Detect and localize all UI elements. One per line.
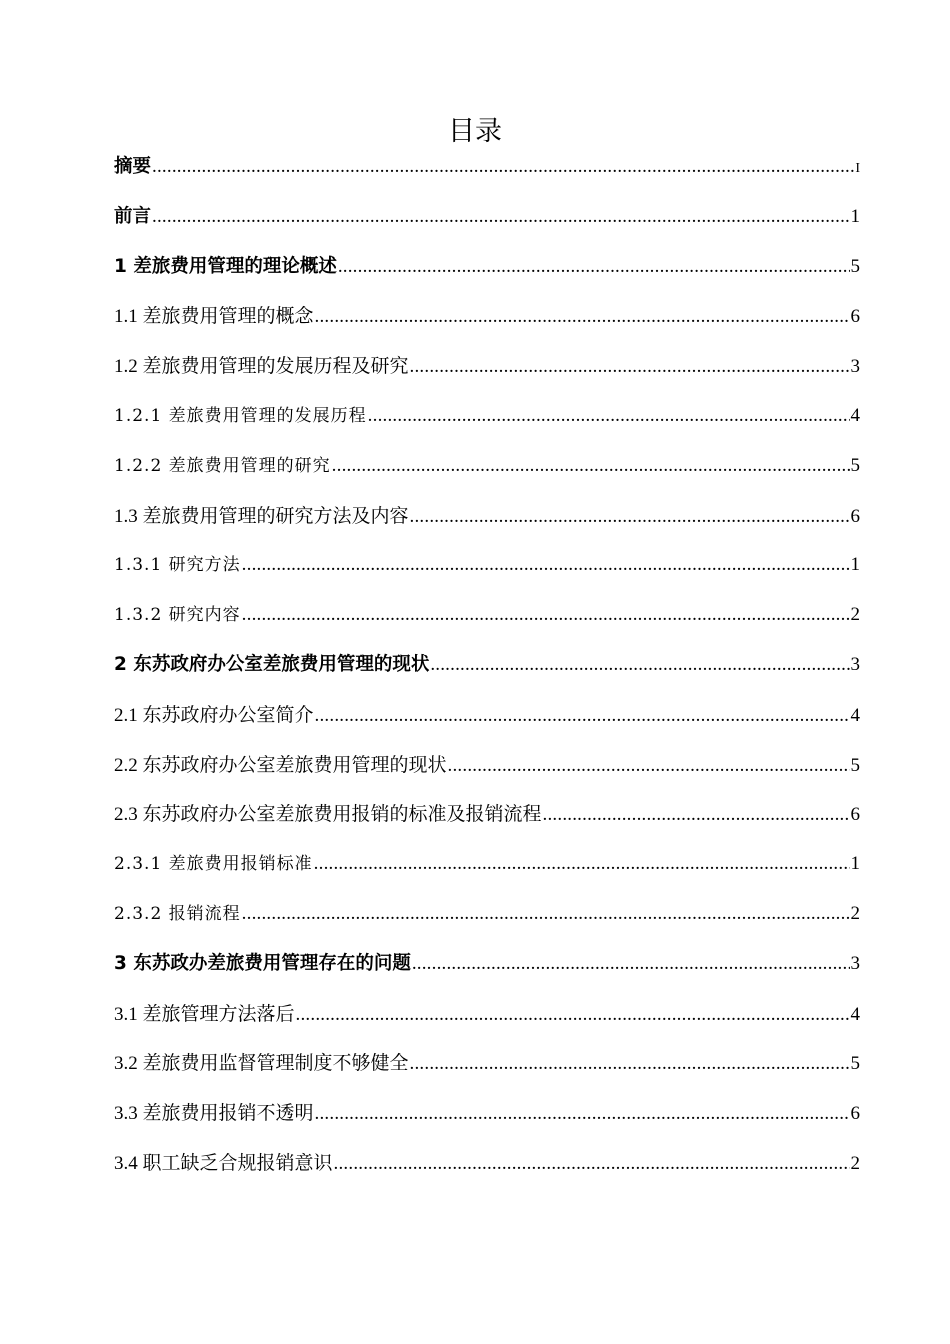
toc-entry[interactable] <box>114 501 860 551</box>
toc-leader-dots <box>412 953 850 975</box>
toc-entry[interactable] <box>114 301 860 351</box>
toc-page-number: 4 <box>850 404 860 426</box>
toc-leader-dots <box>332 455 850 477</box>
toc-entry-label: 1.1 差旅费用管理的概念 <box>114 306 314 328</box>
toc-page-number: 4 <box>850 1003 860 1025</box>
toc-leader-dots <box>368 405 850 427</box>
toc-entry[interactable] <box>114 650 860 700</box>
toc-leader-dots <box>410 506 850 528</box>
toc-leader-dots <box>152 206 849 228</box>
toc-entry-label: 摘要 <box>114 156 152 177</box>
toc-entry[interactable] <box>114 999 860 1049</box>
toc-page-number: 1 <box>850 205 860 227</box>
toc-entry-label: 1.3.1 研究方法 <box>114 555 241 576</box>
toc-entry[interactable] <box>114 899 860 949</box>
toc-entry[interactable] <box>114 401 860 451</box>
toc-entry-label: 3.3 差旅费用报销不透明 <box>114 1103 314 1125</box>
toc-entry[interactable] <box>114 949 860 999</box>
toc-leader-dots <box>430 654 849 676</box>
toc-leader-dots <box>410 356 850 378</box>
toc-entry-label: 3.4 职工缺乏合规报销意识 <box>114 1152 333 1174</box>
toc-leader-dots <box>410 1053 850 1075</box>
toc-leader-dots <box>296 1004 850 1026</box>
toc-page-number: 2 <box>850 604 860 626</box>
toc-leader-dots <box>152 156 854 178</box>
toc-leader-dots <box>242 903 850 925</box>
toc-entry[interactable] <box>114 451 860 501</box>
toc-page-number: 1 <box>850 554 860 576</box>
toc-leader-dots <box>314 853 850 875</box>
toc-leader-dots <box>315 306 850 328</box>
toc-page-number: 5 <box>850 255 860 277</box>
toc-entry-label: 2.3 东苏政府办公室差旅费用报销的标准及报销流程 <box>114 804 542 826</box>
toc-page-number: 3 <box>850 653 860 675</box>
toc-entry[interactable] <box>114 849 860 899</box>
toc-entry[interactable] <box>114 1098 860 1148</box>
toc-entry-label: 前言 <box>114 205 152 227</box>
toc-page-number: 4 <box>850 704 860 726</box>
toc-entry-label: 1.2 差旅费用管理的发展历程及研究 <box>114 356 409 378</box>
toc-page-number: 6 <box>850 804 860 826</box>
table-of-contents <box>114 152 860 1198</box>
toc-leader-dots <box>338 256 850 278</box>
toc-entry-label: 1.2.1 差旅费用管理的发展历程 <box>114 405 367 426</box>
toc-entry[interactable] <box>114 550 860 600</box>
toc-entry[interactable] <box>114 1048 860 1098</box>
toc-page-number: I <box>855 161 860 176</box>
toc-leader-dots <box>242 554 850 576</box>
toc-entry-label: 2.2 东苏政府办公室差旅费用管理的现状 <box>114 754 447 776</box>
toc-page-number: 2 <box>850 1152 860 1174</box>
toc-entry-label: 2.3.1 差旅费用报销标准 <box>114 854 313 875</box>
toc-entry[interactable] <box>114 750 860 800</box>
toc-entry-label: 1 差旅费用管理的理论概述 <box>114 255 337 277</box>
toc-entry-label: 2.1 东苏政府办公室简介 <box>114 704 314 726</box>
toc-page-number: 3 <box>850 952 860 974</box>
toc-entry[interactable] <box>114 600 860 650</box>
toc-entry-label: 3 东苏政办差旅费用管理存在的问题 <box>114 952 411 974</box>
toc-leader-dots <box>543 804 850 826</box>
toc-leader-dots <box>242 604 850 626</box>
toc-leader-dots <box>315 1103 850 1125</box>
toc-page-number: 6 <box>850 1103 860 1125</box>
toc-entry-label: 2 东苏政府办公室差旅费用管理的现状 <box>114 653 430 675</box>
toc-entry[interactable] <box>114 351 860 401</box>
toc-entry-label: 2.3.2 报销流程 <box>114 903 241 924</box>
toc-page-number: 1 <box>850 853 860 875</box>
toc-page-number: 5 <box>850 454 860 476</box>
toc-entry[interactable] <box>114 799 860 849</box>
toc-title: 目录 <box>448 116 502 147</box>
toc-page-number: 6 <box>850 505 860 527</box>
toc-entry[interactable] <box>114 202 860 252</box>
toc-entry-label: 1.2.2 差旅费用管理的研究 <box>114 455 331 476</box>
toc-entry-label: 1.3 差旅费用管理的研究方法及内容 <box>114 505 409 527</box>
toc-entry-label: 1.3.2 研究内容 <box>114 605 241 626</box>
toc-entry[interactable] <box>114 152 860 202</box>
toc-page-number: 3 <box>850 356 860 378</box>
toc-page-number: 6 <box>850 306 860 328</box>
toc-entry[interactable] <box>114 700 860 750</box>
toc-page-number: 2 <box>850 902 860 924</box>
toc-leader-dots <box>334 1153 850 1175</box>
toc-page-number: 5 <box>850 754 860 776</box>
toc-entry-label: 3.2 差旅费用监督管理制度不够健全 <box>114 1053 409 1075</box>
toc-entry[interactable] <box>114 1148 860 1198</box>
toc-entry-label: 3.1 差旅管理方法落后 <box>114 1003 295 1025</box>
toc-entry[interactable] <box>114 252 860 302</box>
toc-leader-dots <box>448 755 850 777</box>
toc-leader-dots <box>315 705 850 727</box>
toc-page-number: 5 <box>850 1053 860 1075</box>
